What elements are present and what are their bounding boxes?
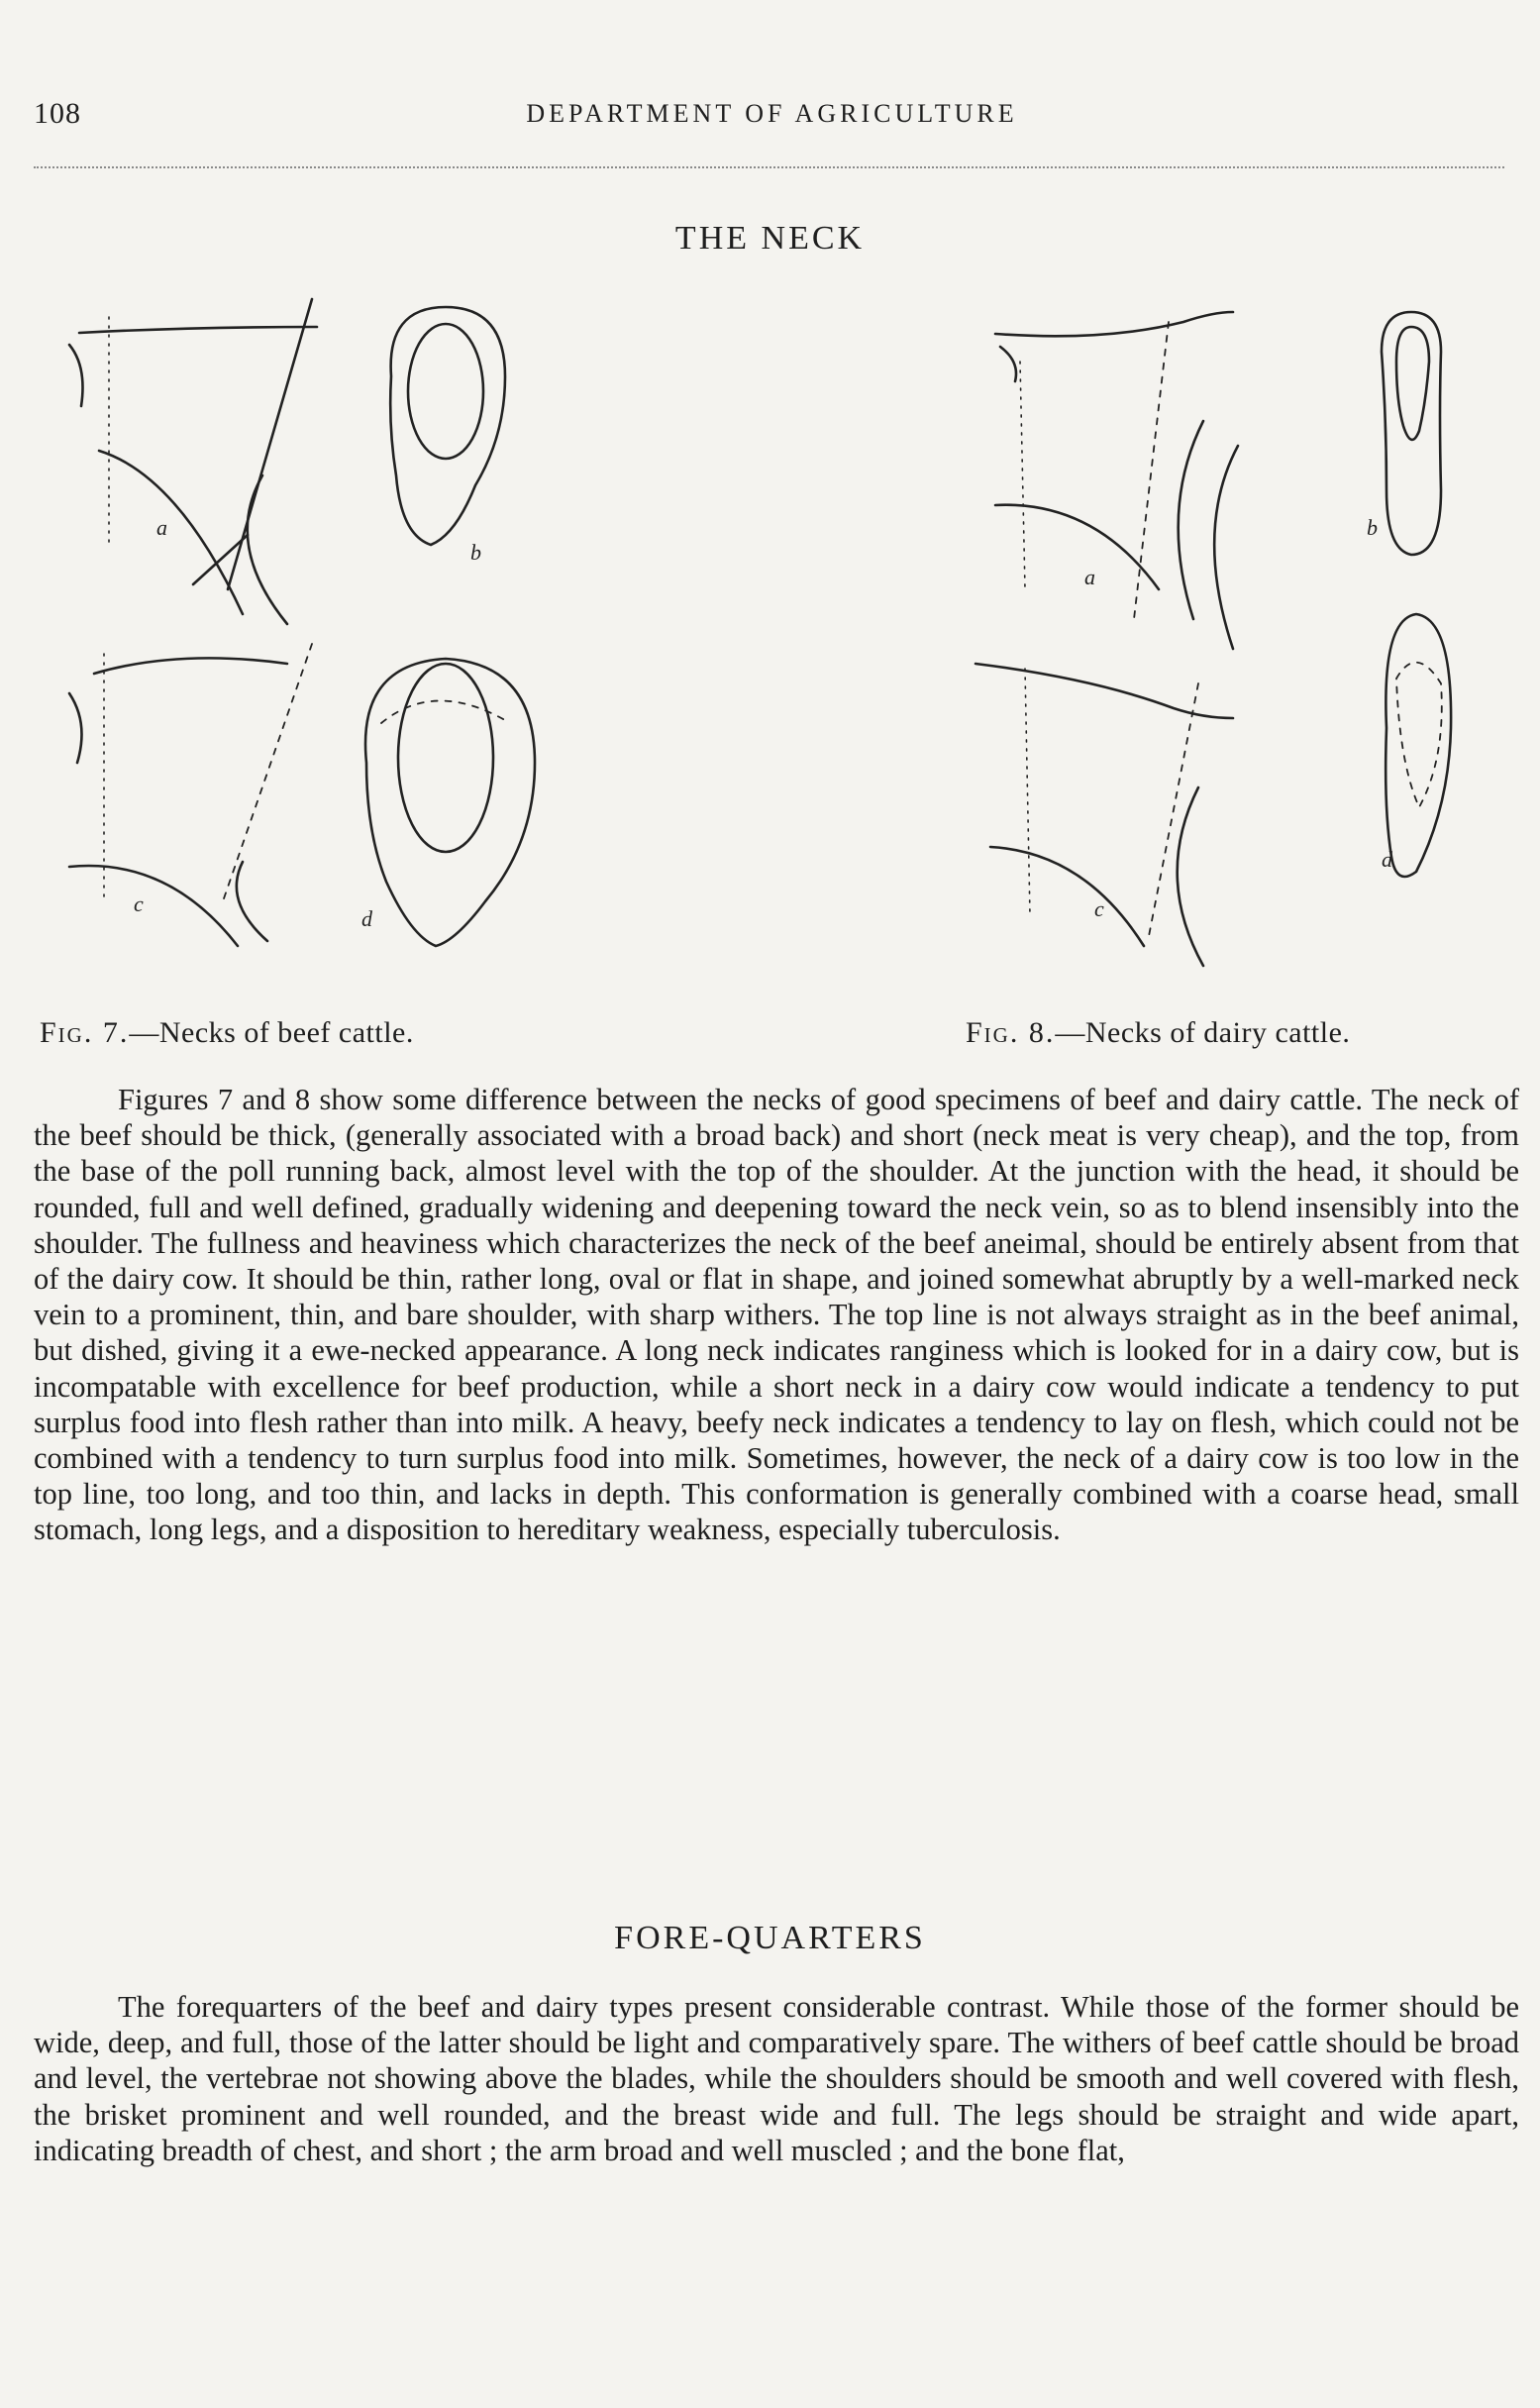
running-head [34, 97, 1510, 137]
header-rule [34, 166, 1504, 168]
fig7-a-jaw [69, 345, 83, 406]
section-heading-neck: THE NECK [674, 220, 866, 257]
running-title: DEPARTMENT OF AGRICULTURE [526, 99, 1018, 128]
figure-8-dairy-necks [946, 292, 1510, 1005]
fig7-a-cross [193, 535, 248, 584]
fig7-b-outer [390, 307, 505, 545]
figure-8-caption [966, 1016, 1350, 1050]
fig8-label-a: a [1084, 565, 1095, 589]
fig7-c-throat [69, 866, 238, 946]
fig7-c-top-line [94, 658, 287, 674]
fig7-label-d: d [361, 906, 372, 931]
fig8-d-dashed [1396, 663, 1442, 807]
fig8-b-outer [1382, 312, 1441, 555]
figure-8-drawing [946, 292, 1510, 1005]
fig8-c-shoulder [1149, 683, 1198, 936]
fig7-label-a: a [156, 515, 167, 540]
figure-7-caption-label: Fig. 7. [40, 1016, 130, 1049]
fig7-d-dashed [381, 701, 510, 724]
fig8-label-b: b [1367, 515, 1378, 540]
figure-7-caption-text: —Necks of beef cattle. [129, 1016, 414, 1049]
fig8-a-top-line [995, 312, 1233, 336]
fig7-c-leg [237, 862, 267, 941]
section-heading-forequarters: FORE-QUARTERS [614, 1920, 926, 1956]
fig7-c-jaw [69, 693, 82, 763]
fig8-a-leg-2 [1214, 446, 1238, 649]
fig7-label-b: b [470, 540, 481, 565]
fig8-a-leg-1 [1179, 421, 1203, 619]
figure-7-beef-necks [40, 287, 555, 1000]
fig8-c-top-line [975, 664, 1233, 718]
fig8-a-shoulder [1134, 322, 1169, 619]
fig8-label-d: d [1382, 847, 1392, 872]
fig7-c-shoulder [223, 644, 312, 901]
fig8-d-outer [1386, 614, 1451, 877]
body-paragraph-forequarters: The forequarters of the beef and dairy types present considerable contrast. While those of the former should be wide, deep, and full, those of the latter should be light and comparatively spare. The withers of beef cattle should be broad and level, the vertebrae not showing above the blades, while the shoulders should be smooth and well covered with flesh, the brisket prominent and well rounded, and the breast wide and full. The legs should be straight and wide apart, indicating breadth of chest, and short ; the arm broad and well muscled ; and the bone flat, [34, 1990, 1519, 2167]
figure-8-caption-text: —Necks of dairy cattle. [1055, 1016, 1351, 1049]
figure-8-caption-label: Fig. 8. [966, 1016, 1056, 1049]
fig7-a-shoulder-2 [248, 475, 287, 624]
page-number: 108 [34, 97, 81, 130]
body-paragraph-neck: Figures 7 and 8 show some difference between the necks of good specimens of beef and dairy cattle. The neck of the beef should be thick, (generally associated with a broad back) and short (neck meat is very cheap), and the top, from the base of the poll running back, almost level with the top of the shoulder. At the junction with the head, it should be rounded, full and well defined, gradually widening and deepening toward the neck vein, so as to blend insensibly into the shoulder. The fullness and heaviness which characterizes the neck of the beef aneimal, should be entirely absent from that of the dairy cow. It should be thin, rather long, oval or flat in shape, and joined somewhat abruptly by a well-marked neck vein to a prominent, thin, and bare shoulder, with sharp withers. The top line is not always straight as in the beef animal, but dished, giving it a ewe-necked appearance. A long neck indicates ranginess which is looked for in a dairy cow, but is incompatable with excellence for beef production, while a short neck in a dairy cow would indicate a tendency to put surplus food into flesh rather than into milk. A heavy, beefy neck indicates a tendency to lay on flesh, which could not be combined with a tendency to turn surplus food into milk. Sometimes, however, the neck of a dairy cow is too low in the top line, too long, and too thin, and lacks in depth. This conformation is generally combined with a coarse head, small stomach, long legs, and a disposition to hereditary weakness, especially tuberculosis. [34, 1083, 1519, 1547]
fig7-b-inner [408, 324, 483, 459]
fig8-c-leg [1178, 787, 1203, 966]
fig8-b-inner [1396, 327, 1429, 440]
fig8-a-jaw [1000, 347, 1016, 381]
figure-7-caption [40, 1016, 414, 1050]
fig8-label-c: c [1094, 896, 1104, 921]
figure-7-drawing [40, 287, 555, 1000]
fig8-c-throat [990, 847, 1144, 946]
fig8-a-throat [995, 505, 1159, 589]
fig8-c-vertical [1025, 669, 1030, 916]
fig7-a-shoulder-1 [228, 299, 312, 589]
fig7-d-inner [398, 664, 493, 852]
fig8-a-vertical [1020, 362, 1025, 589]
fig7-label-c: c [134, 891, 144, 916]
fig7-a-throat [99, 451, 243, 614]
fig7-a-top-line [79, 327, 317, 333]
